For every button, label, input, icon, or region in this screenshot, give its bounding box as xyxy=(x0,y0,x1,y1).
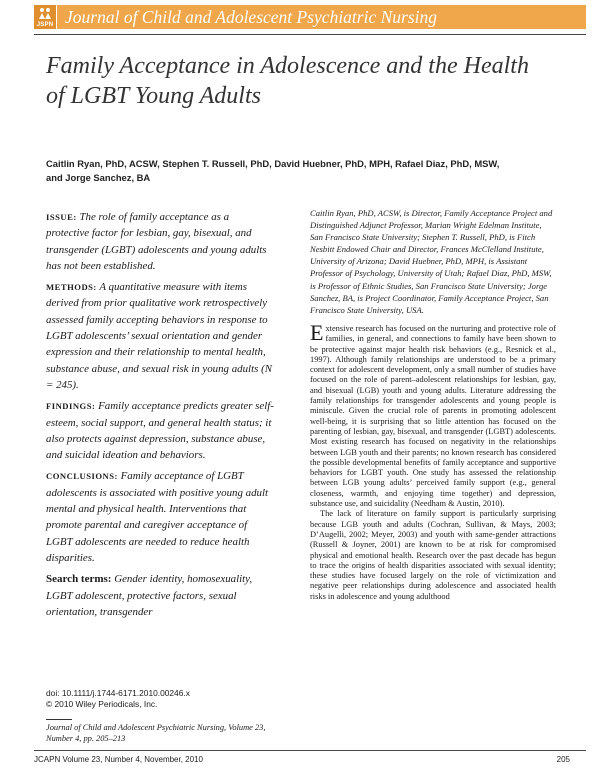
abstract-issue xyxy=(46,209,274,274)
article-body xyxy=(310,320,556,602)
citation-divider xyxy=(46,719,72,720)
journal-logo xyxy=(34,5,57,29)
abstract xyxy=(46,209,274,625)
body-paragraph-1 xyxy=(310,320,556,509)
issue-text: The role of family acceptance as a protective factor for lesbian, gay, bisexual, and transgender (LGBT) adolescents and young adults has not been established. xyxy=(46,211,267,272)
body-paragraph-1-text: xtensive research has focused on the nurturing and protective role of families, in general, and connections to family have been shown to be protective against major health risk behaviors (e.g., Resnick et al., 1997). Although family relationships are understood to be a primary context for adolescent development, only a small number of studies have focused on the role of parent–adolescent relationships for lesbian, gay, and bisexual (LGB) youth and young adults. Literature addressing the family relationships for transgender adolescents and young people is miniscule. Given the crucial role of parents in promoting adolescent well-being, it is surprising that so little attention has focused on the parenting of lesbian, gay, bisexual, and transgender (LGBT) adolescents. Most existing research has focused on negativity in the relationships between LGB youth and their parents; no known research has considered the possible developmental benefits of family acceptance and supportive behaviors for LGBT youth. One study has assessed the relationship between LGB young adults’ perceived family support (e.g., general closeness, warmth, and enjoying time together) and depression, substance use, and suicidality (Needham & Austin, 2010). xyxy=(310,324,556,509)
abstract-conclusions xyxy=(46,468,274,566)
drop-cap: E xyxy=(310,320,324,345)
search-terms-text: Gender identity, homosexuality, LGBT adolescent, protective factors, sexual orientation, transgender xyxy=(46,573,253,618)
abstract-methods xyxy=(46,279,274,393)
page-footer xyxy=(34,755,586,764)
logo-text: JSPN xyxy=(36,22,54,28)
conclusions-text: Family acceptance of LGBT adolescents is associated with positive young adult mental and physical health. Interventions that promote parental and caregiver acceptance of LGBT adolescents are needed to reduce health disparities. xyxy=(46,470,269,564)
footer-journal-info: JCAPN Volume 23, Number 4, November, 2010 xyxy=(34,755,203,764)
page-number: 205 xyxy=(556,755,570,764)
search-terms-label: Search terms: xyxy=(46,573,112,586)
article-title-line-2: of LGBT Young Adults xyxy=(46,83,261,109)
authors-line-2: and Jorge Sanchez, BA xyxy=(46,172,151,183)
methods-label: METHODS: xyxy=(46,282,97,293)
abstract-search-terms xyxy=(46,571,274,620)
journal-citation: Journal of Child and Adolescent Psychiatric Nursing, Volume 23, Number 4, pp. 205–213 xyxy=(46,723,266,743)
doi-link[interactable]: doi: 10.1111/j.1744-6171.2010.00246.x xyxy=(46,688,190,698)
header-divider xyxy=(34,34,586,35)
copyright: © 2010 Wiley Periodicals, Inc. xyxy=(46,699,158,709)
methods-text: A quantitative measure with items derived from prior qualitative work retrospectively assessed family accepting behaviors in response to LGBT adolescents’ sexual orientation and gender expression and their relationship to mental health, substance abuse, and sexual risk in young adults (N = 245). xyxy=(46,281,272,391)
article-title-line-1: Family Acceptance in Adolescence and the Health xyxy=(46,53,529,79)
author-affiliations: Caitlin Ryan, PhD, ACSW, is Director, Family Acceptance Project and Distinguished Adjunct Professor, Marian Wright Edelman Institute, San Francisco State University; Stephen T. Russell, PhD, is Fitch Nesbitt Endowed Chair and Director, Frances McClelland Institute, University of Arizona; David Huebner, PhD, MPH, is Assistant Professor of Psychology, University of Utah; Rafael Diaz, PhD, MSW, is Professor of Ethnic Studies, San Francisco State University; Jorge Sanchez, BA, is Project Coordinator, Family Acceptance Project, San Francisco State University, USA. xyxy=(310,208,553,315)
conclusions-label: CONCLUSIONS: xyxy=(46,471,118,482)
findings-text: Family acceptance predicts greater self-esteem, social support, and general health status; it also protects against depression, substance abuse, and suicidal ideation and behaviors. xyxy=(46,400,274,462)
journal-title: Journal of Child and Adolescent Psychiatric Nursing xyxy=(65,6,438,27)
article-title xyxy=(46,51,566,111)
authors-line-1: Caitlin Ryan, PhD, ACSW, Stephen T. Russell, PhD, David Huebner, PhD, MPH, Rafael Diaz, PhD, MSW, xyxy=(46,158,500,169)
findings-label: FINDINGS: xyxy=(46,401,96,412)
journal-header-bar xyxy=(34,5,586,29)
body-paragraph-2: The lack of literature on family support is particularly surprising because LGB youth and adults (Cochran, Sullivan, & Mays, 2003; D’Augelli, 2002; Meyer, 2003) and youth with same-gender attractions (Russell & Joyner, 2001) are known to be at risk for compromised physical and emotional health. Research over the past decade has begun to trace the origins of health disparities associated with sexual identity; these studies have focused largely on the role of victimization and negative peer relationships during adolescence and associated health risks in adolescence and young adulthood xyxy=(310,509,556,601)
author-list xyxy=(46,157,566,185)
issue-label: ISSUE: xyxy=(46,212,77,222)
doi-block xyxy=(46,688,274,710)
footer-divider xyxy=(34,750,586,751)
abstract-findings xyxy=(46,398,274,463)
figures-icon xyxy=(38,7,52,20)
